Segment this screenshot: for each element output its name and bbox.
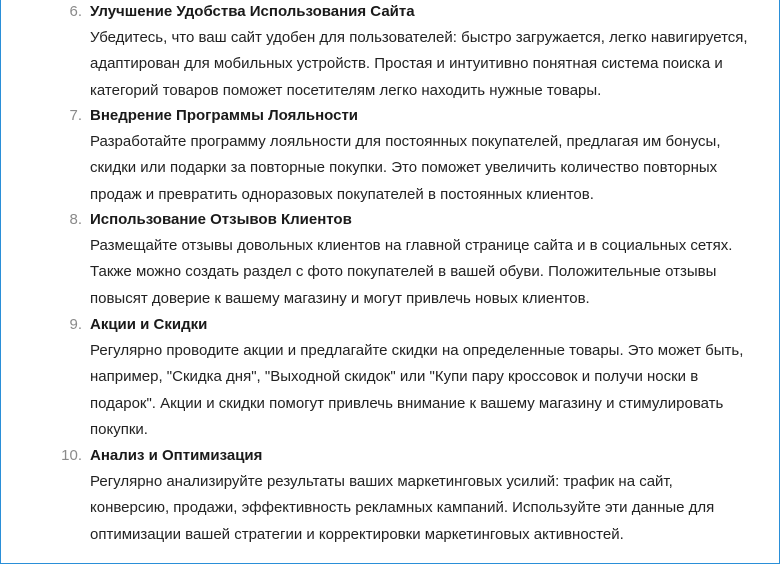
body-line: конверсию, продажи, эффективность рекламных кампаний. Используйте эти данные для <box>90 499 715 517</box>
body-line: повысят доверие к вашему магазину и могут привлечь новых клиентов. <box>90 289 590 307</box>
item-number: 8. <box>69 211 82 228</box>
body-line: скидки или подарки за повторные покупки. Это поможет увеличить количество повторных <box>90 159 718 177</box>
body-line: продаж и превратить одноразовых покупателей в постоянных клиентов. <box>90 185 594 203</box>
body-line: например, "Скидка дня", "Выходной скидок" или "Купи пару кроссовок и получи носки в <box>90 368 699 386</box>
item-number: 6. <box>69 3 82 20</box>
item-number: 9. <box>69 316 82 333</box>
body-line: Регулярно анализируйте результаты ваших маркетинговых усилий: трафик на сайт, <box>90 473 673 490</box>
list-item <box>0 208 780 312</box>
body-line: Также можно создать раздел с фото покупателей в вашей обуви. Положительные отзывы <box>90 263 717 281</box>
list-item <box>0 313 780 443</box>
body-line: покупки. <box>90 420 148 438</box>
item-body <box>90 25 750 104</box>
item-title: Использование Отзывов Клиентов <box>90 211 352 228</box>
item-title: Анализ и Оптимизация <box>90 447 263 464</box>
body-line: категорий товаров поможет посетителям легко находить нужные товары. <box>90 81 602 99</box>
item-body <box>90 338 750 443</box>
item-number: 10. <box>61 447 82 464</box>
list-item <box>0 444 780 548</box>
list-item <box>0 104 780 208</box>
item-body <box>90 129 750 208</box>
body-line: оптимизации вашей стратегии и корректировки маркетинговых активностей. <box>90 525 624 543</box>
body-line: адаптирован для мобильных устройств. Простая и интуитивно понятная система поиска и <box>90 55 723 73</box>
item-title: Внедрение Программы Лояльности <box>90 107 359 124</box>
body-line: Разработайте программу лояльности для постоянных покупателей, предлагая им бонусы, <box>90 133 721 150</box>
body-line: подарок". Акции и скидки помогут привлечь внимание к вашему магазину и стимулировать <box>90 394 724 412</box>
item-body <box>90 469 750 548</box>
item-title: Улучшение Удобства Использования Сайта <box>90 3 415 20</box>
item-body <box>90 233 750 312</box>
body-line: Убедитесь, что ваш сайт удобен для пользователей: быстро загружается, легко навигируется, <box>90 29 748 46</box>
body-line: Регулярно проводите акции и предлагайте скидки на определенные товары. Это может быть, <box>90 342 744 359</box>
list-item <box>0 0 780 104</box>
body-line: Размещайте отзывы довольных клиентов на главной странице сайта и в социальных сетях. <box>90 237 733 254</box>
item-number: 7. <box>69 107 82 124</box>
item-title: Акции и Скидки <box>90 316 208 333</box>
